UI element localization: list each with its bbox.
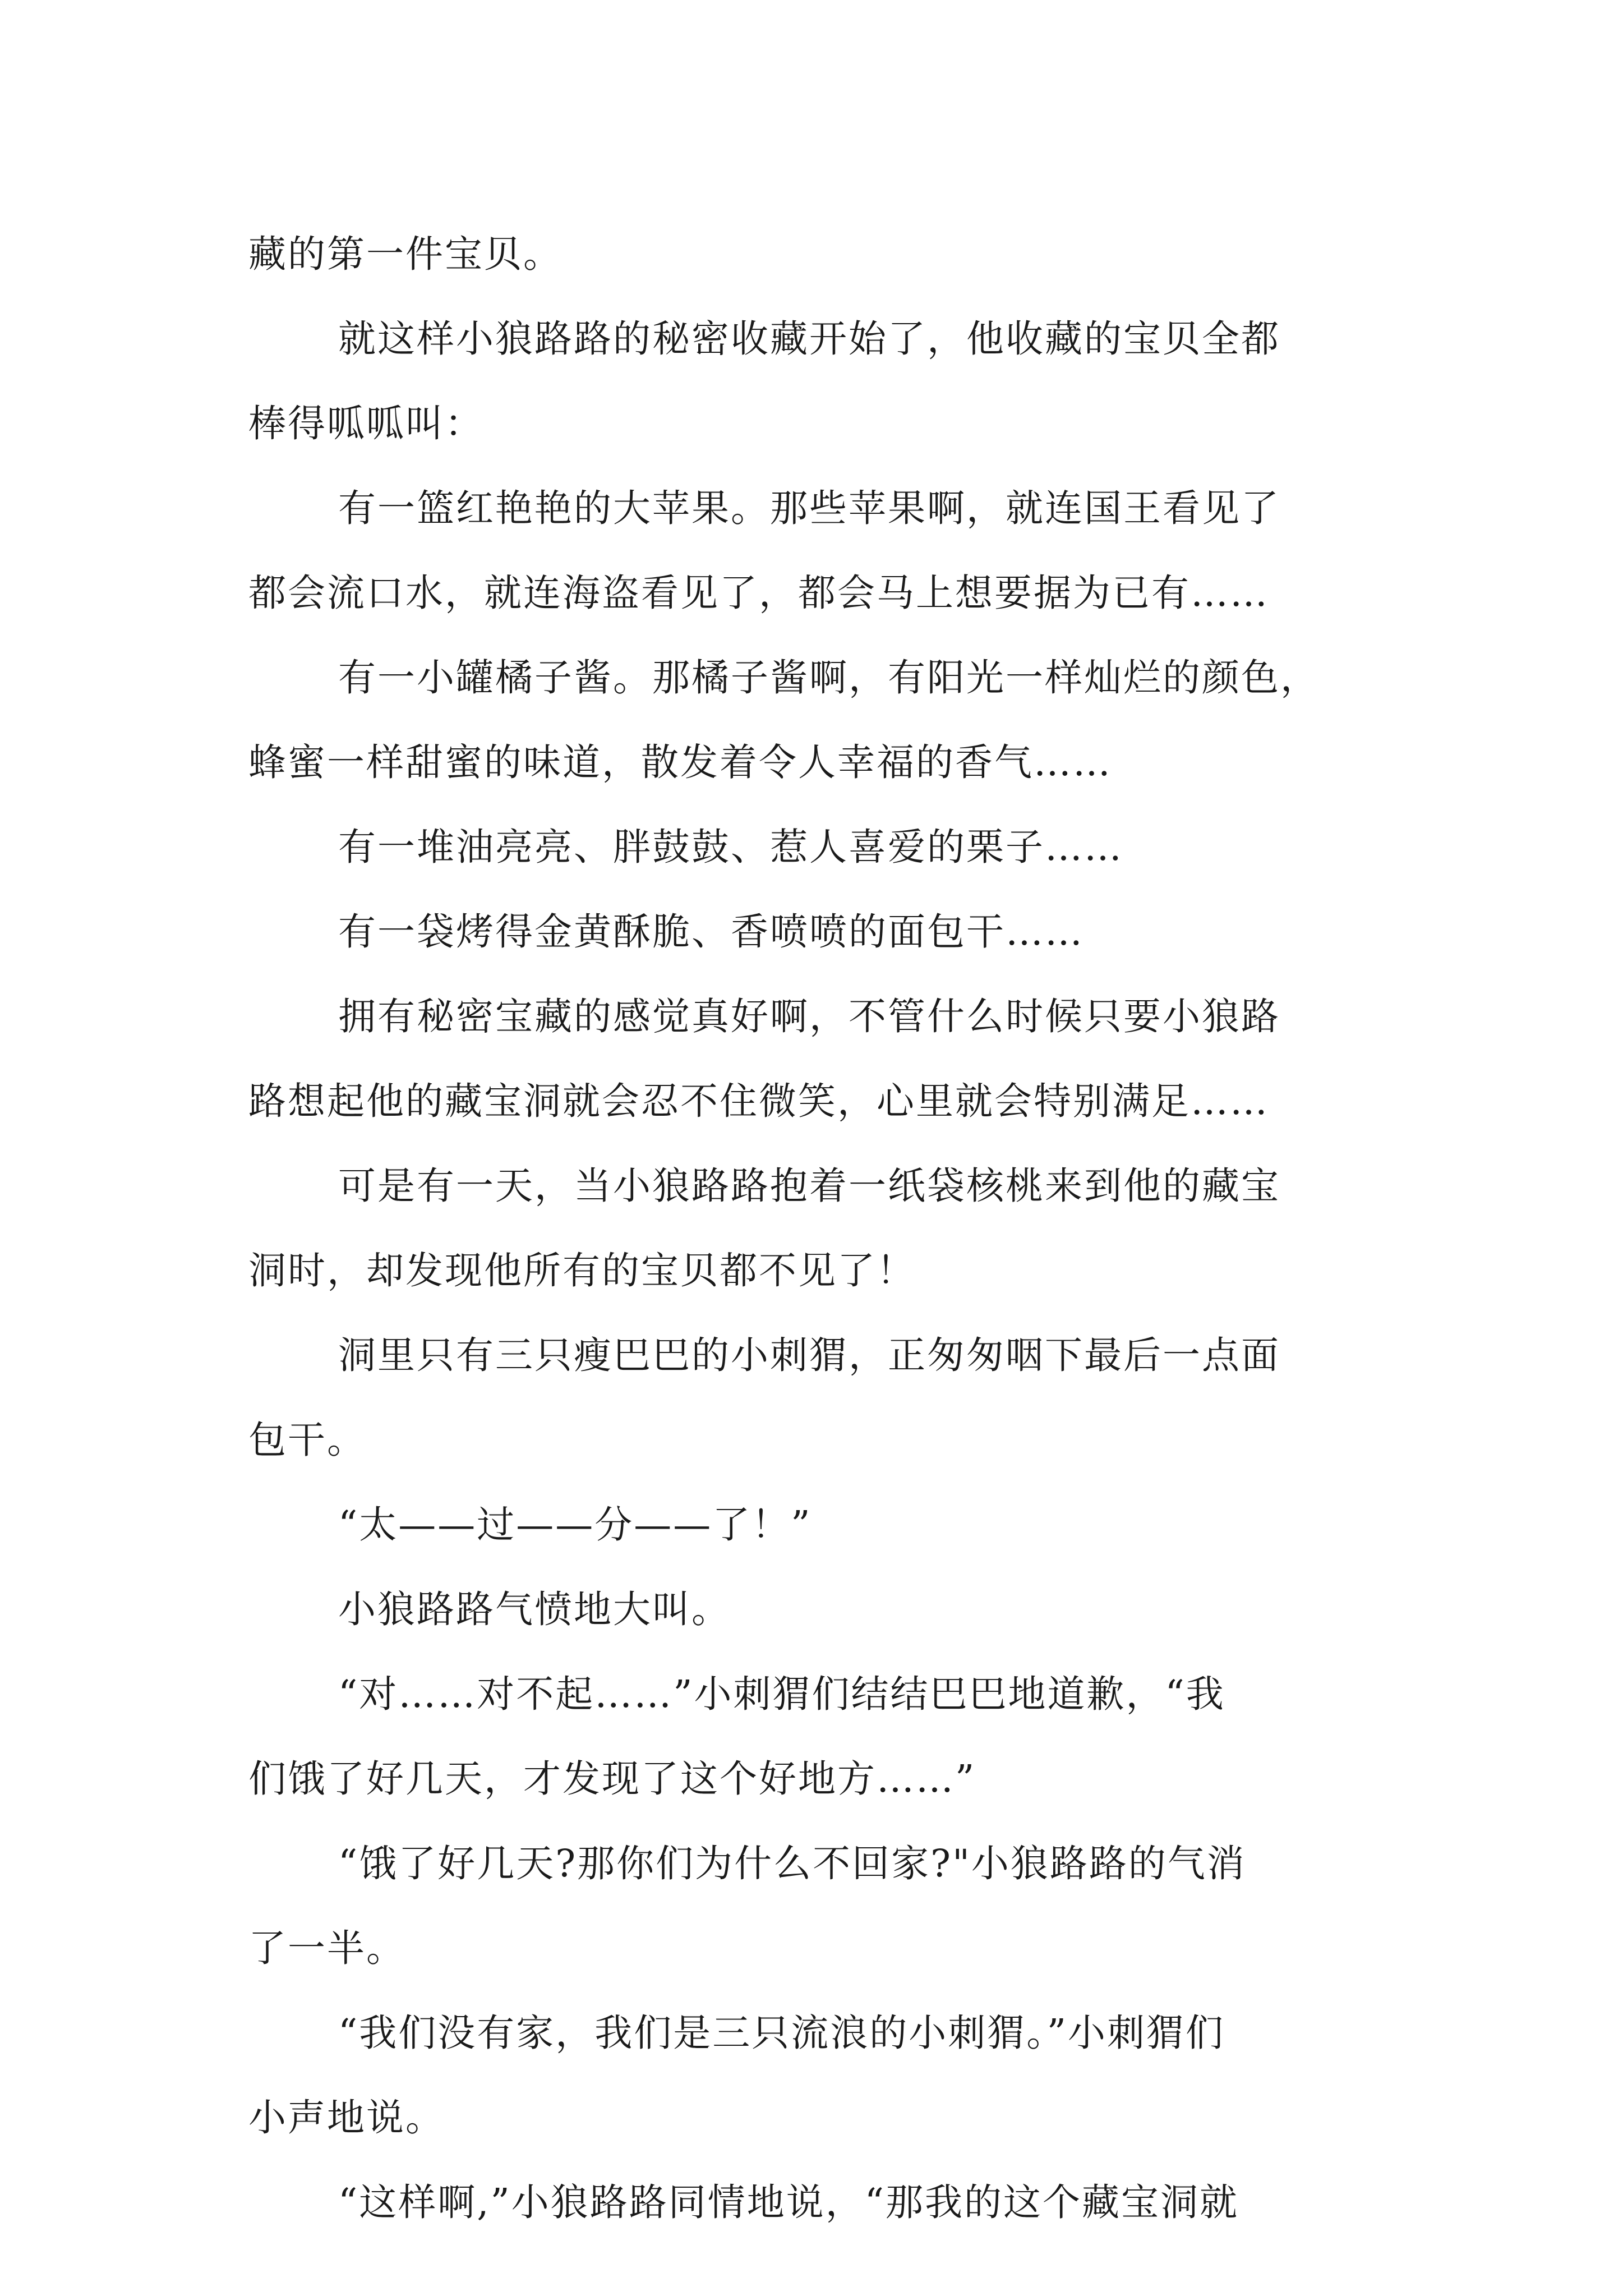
text-line: 们饿了好几天，才发现了这个好地方……”: [248, 1757, 976, 1801]
text-line: 有一小罐橘子酱。那橘子酱啊，有阳光一样灿烂的颜色，: [338, 656, 1320, 700]
text-line: 有一篮红艳艳的大苹果。那些苹果啊，就连国王看见了: [338, 486, 1280, 530]
text-line: 路想起他的藏宝洞就会忍不住微笑，心里就会特别满足……: [248, 1079, 1269, 1123]
text-line: 就这样小狼路路的秘密收藏开始了，他收藏的宝贝全都: [338, 317, 1280, 361]
text-line: “我们没有家，我们是三只流浪的小刺猬。”小刺猬们: [338, 2011, 1225, 2055]
text-line: “这样啊,”小狼路路同情地说，“那我的这个藏宝洞就: [338, 2180, 1239, 2224]
text-line: “对……对不起……”小刺猬们结结巴巴地道歉，“我: [338, 1672, 1225, 1716]
text-line: 蜂蜜一样甜蜜的味道，散发着令人幸福的香气……: [248, 740, 1112, 784]
text-line: 拥有秘密宝藏的感觉真好啊，不管什么时候只要小狼路: [338, 995, 1280, 1038]
text-line: 可是有一天，当小狼路路抱着一纸袋核桃来到他的藏宝: [338, 1164, 1280, 1208]
text-line: 有一堆油亮亮、胖鼓鼓、惹人喜爱的栗子……: [338, 825, 1123, 869]
text-line: 洞里只有三只瘦巴巴的小刺猬，正匆匆咽下最后一点面: [338, 1333, 1280, 1377]
text-line: 小狼路路气愤地大叫。: [338, 1588, 731, 1631]
text-line: 棒得呱呱叫：: [248, 402, 484, 445]
story-text: [248, 212, 1381, 2245]
text-line: 小声地说。: [248, 2096, 445, 2139]
text-line: 藏的第一件宝贝。: [248, 232, 562, 276]
text-line: 都会流口水，就连海盗看见了，都会马上想要据为已有……: [248, 571, 1269, 615]
text-line: 有一袋烤得金黄酥脆、香喷喷的面包干……: [338, 910, 1084, 954]
text-line: 包干。: [248, 1418, 366, 1462]
text-line: “饿了好几天?那你们为什么不回家?"小狼路路的气消: [338, 1842, 1246, 1885]
text-line: 洞时，却发现他所有的宝贝都不见了！: [248, 1249, 916, 1292]
text-line: 了一半。: [248, 1926, 405, 1970]
text-line: “太——过——分——了！”: [338, 1503, 812, 1547]
